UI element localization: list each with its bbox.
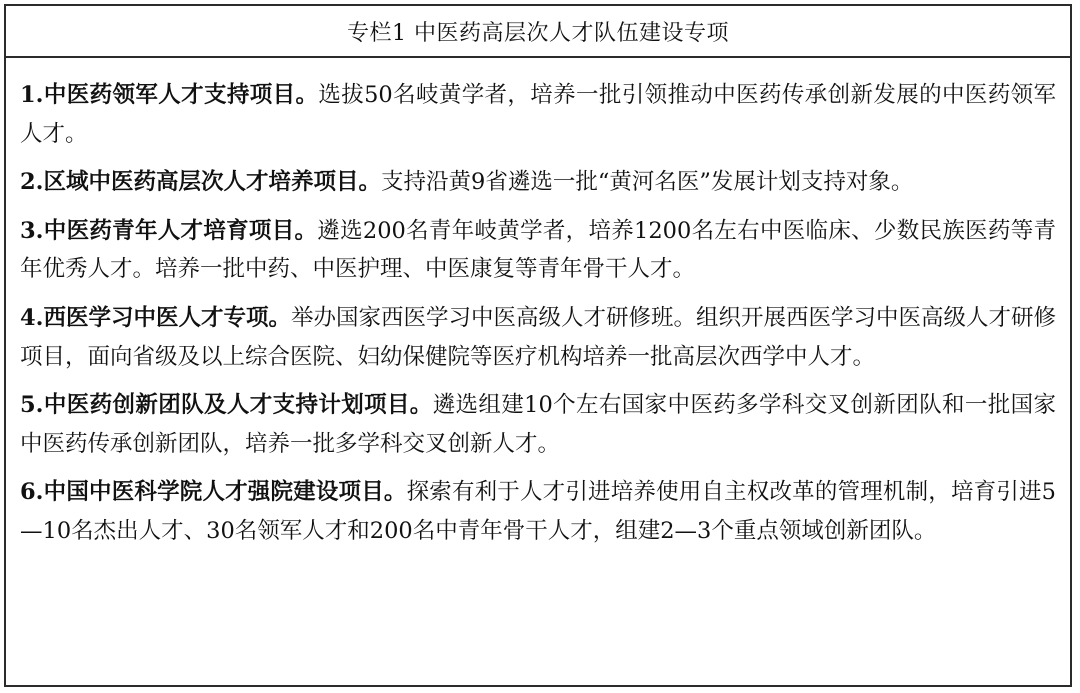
project-heading: 5.中医药创新团队及人才支持计划项目。 [20,392,433,419]
project-heading: 2.区域中医药高层次人才培养项目。 [20,169,381,196]
project-description: 举办国家西医学习中医高级人才研修班。组织开展西医学习中医高级人才研修项目，面向省级及以上综合医院、妇幼保健院等医疗机构培养一批高层次西学中人才。 [20,304,1057,370]
project-heading: 3.中医药青年人才培育项目。 [20,217,318,244]
project-description: 遴选组建10个左右国家中医药多学科交叉创新团队和一批国家中医药传承创新团队，培养一批多学科交叉创新人才。 [20,392,1056,457]
project-description: 选拔50名岐黄学者，培养一批引领推动中医药传承创新发展的中医药领军人才。 [20,82,1056,147]
project-item [20,76,1056,153]
project-description: 遴选200名青年岐黄学者，培养1200名左右中医临床、少数民族医药等青年优秀人才。培养一批中药、中医护理、中医康复等青年骨干人才。 [20,217,1056,283]
project-list [6,58,1070,551]
project-description: 支持沿黄9省遴选一批“黄河名医”发展计划支持对象。 [381,169,914,196]
box-title: 专栏1 中医药高层次人才队伍建设专项 [347,20,729,46]
project-heading: 1.中医药领军人才支持项目。 [20,82,319,108]
project-heading: 6.中国中医科学院人才强院建设项目。 [20,479,407,506]
project-item [20,473,1056,550]
project-item [20,163,1056,202]
project-description: 探索有利于人才引进培养使用自主权改革的管理机制，培育引进5—10名杰出人才、30名领军人才和200名中青年骨干人才，组建2—3个重点领域创新团队。 [20,479,1056,544]
project-item [20,212,1056,289]
project-item [20,299,1056,376]
title-row [6,6,1070,58]
project-item [20,386,1056,463]
project-heading: 4.西医学习中医人才专项。 [20,304,291,331]
project-box [4,4,1072,687]
